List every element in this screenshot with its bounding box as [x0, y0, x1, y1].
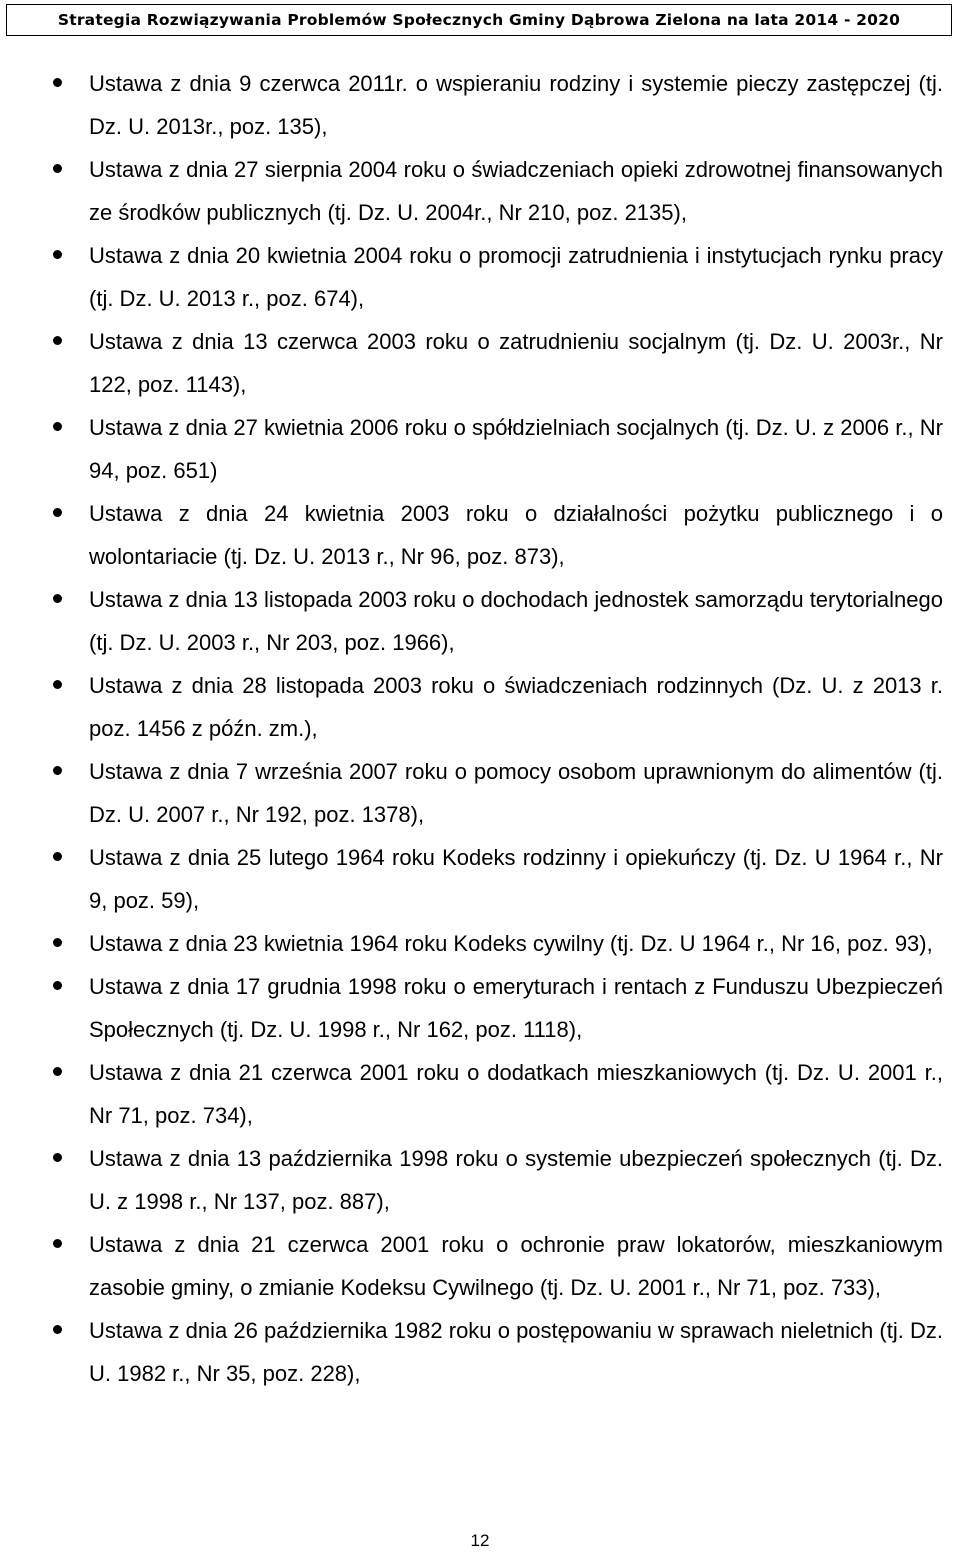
list-item	[0, 664, 960, 750]
list-item-text: Ustawa z dnia 23 kwietnia 1964 roku Kodeks cywilny (tj. Dz. U 1964 r., Nr 16, poz. 93),	[89, 931, 933, 956]
list-item	[0, 1051, 960, 1137]
list-item	[0, 492, 960, 578]
bullet-icon	[53, 336, 62, 345]
bullet-icon	[53, 1153, 62, 1162]
list-item-text: Ustawa z dnia 27 sierpnia 2004 roku o świadczeniach opieki zdrowotnej finansowanych ze środków publicznych (tj. Dz. U. 2004r., Nr 210, poz. 2135),	[89, 157, 943, 225]
bullet-icon	[53, 508, 62, 517]
list-item-text: Ustawa z dnia 26 października 1982 roku o postępowaniu w sprawach nieletnich (tj. Dz. U. 1982 r., Nr 35, poz. 228),	[89, 1318, 943, 1386]
bullet-icon	[53, 78, 62, 87]
list-item-text: Ustawa z dnia 13 czerwca 2003 roku o zatrudnieniu socjalnym (tj. Dz. U. 2003r., Nr 122, poz. 1143),	[89, 329, 943, 397]
page-number: 12	[470, 1531, 490, 1550]
bullet-icon	[53, 981, 62, 990]
bullet-icon	[53, 852, 62, 861]
list-item-text: Ustawa z dnia 21 czerwca 2001 roku o dodatkach mieszkaniowych (tj. Dz. U. 2001 r., Nr 71, poz. 734),	[89, 1060, 943, 1128]
list-item-text: Ustawa z dnia 7 września 2007 roku o pomocy osobom uprawnionym do alimentów (tj. Dz. U. 2007 r., Nr 192, poz. 1378),	[89, 759, 943, 827]
list-item-text: Ustawa z dnia 17 grudnia 1998 roku o emeryturach i rentach z Funduszu Ubezpieczeń Społecznych (tj. Dz. U. 1998 r., Nr 162, poz. 1118),	[89, 974, 943, 1042]
list-item	[0, 148, 960, 234]
list-item	[0, 406, 960, 492]
list-item	[0, 965, 960, 1051]
bullet-icon	[53, 422, 62, 431]
list-item-text: Ustawa z dnia 27 kwietnia 2006 roku o spółdzielniach socjalnych (tj. Dz. U. z 2006 r., Nr 94, poz. 651)	[89, 415, 943, 483]
list-item-text: Ustawa z dnia 21 czerwca 2001 roku o ochronie praw lokatorów, mieszkaniowym zasobie gminy, o zmianie Kodeksu Cywilnego (tj. Dz. U. 2001 r., Nr 71, poz. 733),	[89, 1232, 943, 1300]
list-item	[0, 62, 960, 148]
bullet-icon	[53, 594, 62, 603]
legal-acts-list	[0, 62, 960, 1395]
list-item	[0, 1137, 960, 1223]
bullet-icon	[53, 1325, 62, 1334]
list-item-text: Ustawa z dnia 13 października 1998 roku o systemie ubezpieczeń społecznych (tj. Dz. U. z 1998 r., Nr 137, poz. 887),	[89, 1146, 943, 1214]
list-item	[0, 922, 960, 965]
list-item-text: Ustawa z dnia 28 listopada 2003 roku o świadczeniach rodzinnych (Dz. U. z 2013 r. poz. 1456 z późn. zm.),	[89, 673, 943, 741]
list-item-text: Ustawa z dnia 9 czerwca 2011r. o wspieraniu rodziny i systemie pieczy zastępczej (tj. Dz. U. 2013r., poz. 135),	[89, 71, 943, 139]
bullet-icon	[53, 1067, 62, 1076]
bullet-icon	[53, 680, 62, 689]
bullet-icon	[53, 164, 62, 173]
list-item	[0, 234, 960, 320]
list-item	[0, 578, 960, 664]
bullet-icon	[53, 938, 62, 947]
list-item	[0, 1309, 960, 1395]
page-header	[6, 4, 952, 36]
list-item	[0, 836, 960, 922]
bullet-icon	[53, 250, 62, 259]
list-item	[0, 320, 960, 406]
list-item	[0, 750, 960, 836]
bullet-icon	[53, 1239, 62, 1248]
header-title: Strategia Rozwiązywania Problemów Społecznych Gminy Dąbrowa Zielona na lata 2014 - 2020	[57, 11, 901, 29]
list-item-text: Ustawa z dnia 25 lutego 1964 roku Kodeks rodzinny i opiekuńczy (tj. Dz. U 1964 r., Nr 9, poz. 59),	[89, 845, 943, 913]
list-item	[0, 1223, 960, 1309]
list-item-text: Ustawa z dnia 20 kwietnia 2004 roku o promocji zatrudnienia i instytucjach rynku pracy (tj. Dz. U. 2013 r., poz. 674),	[89, 243, 943, 311]
list-item-text: Ustawa z dnia 24 kwietnia 2003 roku o działalności pożytku publicznego i o wolontariacie (tj. Dz. U. 2013 r., Nr 96, poz. 873),	[89, 501, 943, 569]
list-item-text: Ustawa z dnia 13 listopada 2003 roku o dochodach jednostek samorządu terytorialnego (tj. Dz. U. 2003 r., Nr 203, poz. 1966),	[89, 587, 943, 655]
bullet-icon	[53, 766, 62, 775]
